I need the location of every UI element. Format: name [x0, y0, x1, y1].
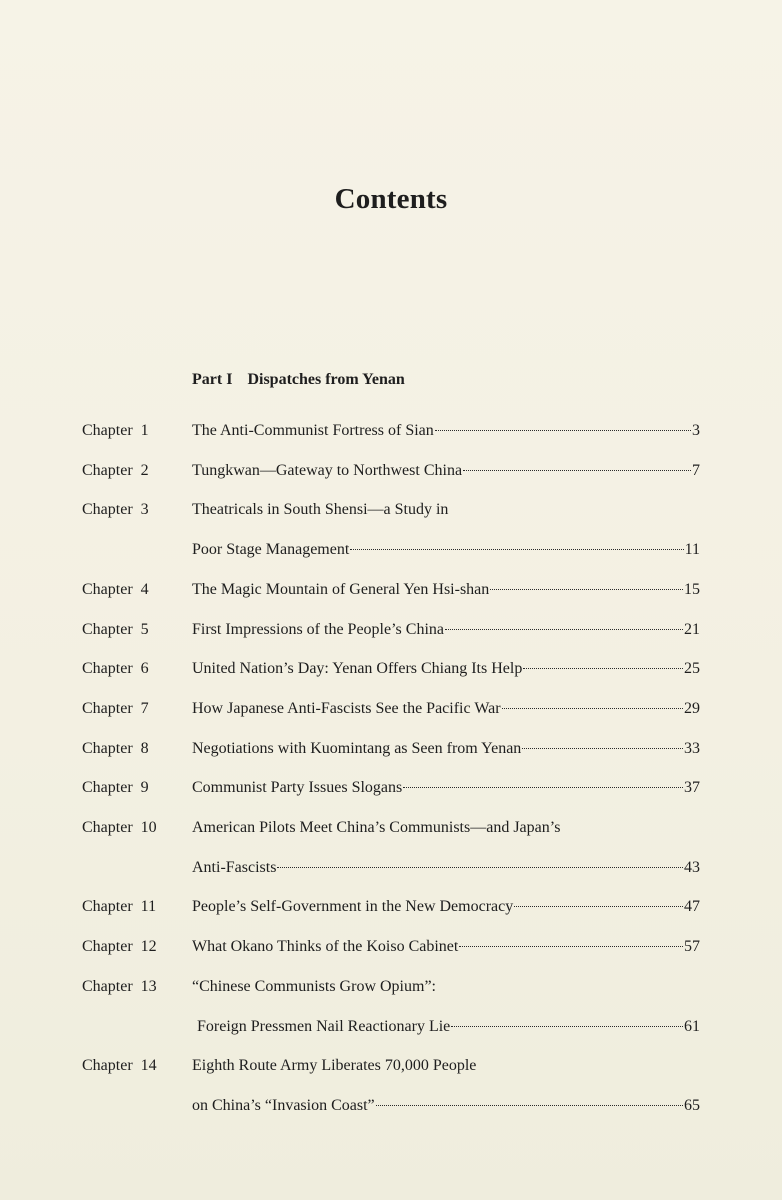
- chapter-word: Chapter: [82, 699, 133, 717]
- chapter-word: Chapter: [82, 461, 133, 479]
- chapter-label: [82, 420, 149, 442]
- chapter-word: Chapter: [82, 898, 133, 916]
- chapter-title: Negotiations with Kuomintang as Seen from Yenan: [192, 739, 522, 757]
- dot-leader: [459, 945, 683, 947]
- chapter-entry: [197, 1016, 700, 1038]
- chapter-entry: [192, 1095, 700, 1117]
- page-number: 11: [684, 541, 700, 559]
- toc-line: [82, 1055, 700, 1077]
- chapter-title: Communist Party Issues Slogans: [192, 779, 403, 797]
- chapter-title: First Impressions of the People’s China: [192, 620, 444, 638]
- chapter-label: [82, 777, 149, 799]
- chapter-word: Chapter: [82, 620, 133, 638]
- chapter-entry: [192, 698, 700, 720]
- chapter-label: [82, 976, 157, 998]
- chapter-number: 10: [140, 819, 157, 836]
- chapter-title: Tungkwan—Gateway to Northwest China: [192, 461, 463, 479]
- chapter-label: [82, 896, 156, 918]
- chapter-word: Chapter: [82, 1057, 133, 1075]
- chapter-entry: [192, 817, 700, 839]
- chapter-word: Chapter: [82, 779, 133, 797]
- dot-leader: [403, 786, 683, 788]
- page-number: 15: [684, 580, 700, 598]
- toc-line: [82, 658, 700, 680]
- toc-line: [82, 936, 700, 958]
- toc-line: [82, 738, 700, 760]
- chapter-entry: [192, 976, 700, 998]
- dot-leader: [445, 628, 683, 630]
- toc-line: [82, 1016, 700, 1038]
- chapter-entry: [192, 777, 700, 799]
- chapter-title: American Pilots Meet China’s Communists—and Japan’s: [192, 819, 561, 836]
- chapter-label: [82, 460, 149, 482]
- page-number: 43: [684, 858, 700, 876]
- dot-leader: [490, 588, 683, 590]
- chapter-title: Theatricals in South Shensi—a Study in: [192, 501, 449, 519]
- chapter-number: 14: [140, 1057, 157, 1075]
- dot-leader: [463, 469, 691, 471]
- toc-line: [82, 817, 700, 839]
- chapter-title: The Anti-Communist Fortress of Sian: [192, 422, 434, 439]
- chapter-label: [82, 817, 157, 839]
- chapter-number: 8: [140, 739, 149, 757]
- chapter-word: Chapter: [82, 977, 133, 995]
- chapter-label: [82, 499, 149, 521]
- chapter-number: 2: [140, 461, 149, 479]
- chapter-entry: [192, 896, 700, 918]
- chapter-entry: [192, 619, 700, 641]
- chapter-title: Eighth Route Army Liberates 70,000 People: [192, 1057, 477, 1075]
- chapter-number: 1: [140, 422, 149, 439]
- chapter-title: Anti-Fascists: [192, 858, 277, 876]
- chapter-number: 6: [140, 660, 149, 678]
- dot-leader: [277, 866, 683, 868]
- chapter-title: Foreign Pressmen Nail Reactionary Lie: [197, 1017, 451, 1035]
- chapter-label: [82, 1055, 157, 1077]
- toc-line: [82, 777, 700, 799]
- chapter-word: Chapter: [82, 660, 133, 678]
- chapter-label: [82, 579, 149, 601]
- chapter-title: People’s Self-Government in the New Democracy: [192, 898, 514, 916]
- chapter-entry: [192, 460, 700, 482]
- chapter-number: 12: [140, 938, 157, 956]
- dot-leader: [350, 548, 683, 550]
- page-number: 7: [692, 461, 700, 479]
- toc-line: [82, 698, 700, 720]
- chapter-title: Poor Stage Management: [192, 541, 350, 559]
- toc-line: [82, 460, 700, 482]
- chapter-label: [82, 936, 157, 958]
- chapter-word: Chapter: [82, 501, 133, 519]
- chapter-number: 11: [140, 898, 157, 916]
- part-label: Part I: [192, 371, 233, 388]
- chapter-word: Chapter: [82, 819, 133, 836]
- dot-leader: [502, 707, 683, 709]
- page-number: 47: [684, 898, 700, 916]
- chapter-word: Chapter: [82, 422, 133, 439]
- chapter-title: The Magic Mountain of General Yen Hsi-shan: [192, 580, 490, 598]
- page-number: 21: [684, 620, 700, 638]
- chapter-number: 4: [140, 580, 149, 598]
- toc-line: [82, 579, 700, 601]
- toc-line: [82, 499, 700, 521]
- chapter-entry: [192, 857, 700, 879]
- chapter-number: 7: [140, 699, 149, 717]
- chapter-label: [82, 738, 149, 760]
- chapter-number: 9: [140, 779, 149, 797]
- chapter-entry: [192, 539, 700, 561]
- chapter-number: 3: [140, 501, 149, 519]
- toc-line: [82, 420, 700, 442]
- page-title: Contents: [334, 183, 448, 215]
- chapter-label: [82, 619, 149, 641]
- toc-line: [82, 619, 700, 641]
- chapter-entry: [192, 420, 700, 442]
- toc-line: [82, 1095, 700, 1117]
- toc-line: [82, 976, 700, 998]
- page-number: 33: [684, 739, 700, 757]
- page-number: 61: [684, 1017, 700, 1035]
- chapter-entry: [192, 936, 700, 958]
- page-number: 25: [684, 660, 700, 678]
- dot-leader: [435, 429, 691, 431]
- chapter-title: “Chinese Communists Grow Opium”:: [192, 977, 436, 995]
- page-number: 37: [684, 779, 700, 797]
- chapter-label: [82, 698, 149, 720]
- chapter-number: 5: [140, 620, 149, 638]
- chapter-entry: [192, 1055, 700, 1077]
- chapter-word: Chapter: [82, 938, 133, 956]
- chapter-entry: [192, 499, 700, 521]
- page-number: 57: [684, 938, 700, 956]
- chapter-word: Chapter: [82, 580, 133, 598]
- chapter-entry: [192, 658, 700, 680]
- part-heading: [192, 371, 405, 389]
- toc-line: [82, 857, 700, 879]
- dot-leader: [522, 747, 683, 749]
- dot-leader: [376, 1104, 683, 1106]
- page-number: 3: [692, 422, 700, 439]
- chapter-number: 13: [140, 977, 157, 995]
- dot-leader: [523, 667, 683, 669]
- page-number: 29: [684, 699, 700, 717]
- dot-leader: [451, 1025, 683, 1027]
- chapter-entry: [192, 579, 700, 601]
- chapter-title: on China’s “Invasion Coast”: [192, 1096, 375, 1114]
- dot-leader: [514, 905, 683, 907]
- chapter-label: [82, 658, 149, 680]
- chapter-title: United Nation’s Day: Yenan Offers Chiang Its Help: [192, 660, 523, 678]
- chapter-title: What Okano Thinks of the Koiso Cabinet: [192, 938, 459, 956]
- page-number: 65: [684, 1096, 700, 1114]
- part-title: Dispatches from Yenan: [247, 371, 405, 388]
- toc-line: [82, 539, 700, 561]
- chapter-title: How Japanese Anti-Fascists See the Pacific War: [192, 699, 501, 717]
- toc-line: [82, 896, 700, 918]
- chapter-entry: [192, 738, 700, 760]
- chapter-word: Chapter: [82, 739, 133, 757]
